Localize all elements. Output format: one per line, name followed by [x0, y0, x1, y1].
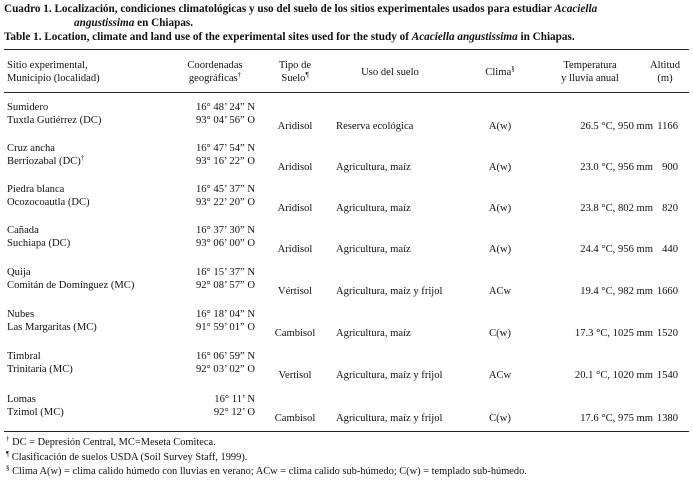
cell-temperature: 24.4 °C, 956 mm — [580, 244, 653, 255]
cell-temperature: 17.6 °C, 975 mm — [580, 413, 653, 424]
cell-altitude: 1540 — [656, 370, 678, 381]
cell-soil: Aridisol — [277, 244, 313, 255]
cell-coords: 16° 06’ 59” N 92° 03’ 02” O — [195, 351, 255, 375]
cell-climate: A(w) — [488, 203, 512, 214]
cell-coords: 16° 45’ 37” N 93° 22’ 20” O — [195, 184, 255, 208]
cell-coords: 16° 37’ 30” N 93° 06’ 00” O — [195, 225, 255, 249]
cell-site: Sumidero Tuxtla Gutiérrez (DC) — [7, 102, 102, 126]
cell-land-use: Agricultura, maíz — [336, 203, 411, 214]
cell-land-use: Agricultura, maíz y frijol — [336, 370, 443, 381]
cell-site: Timbral Trinitaria (MC) — [7, 351, 73, 375]
cell-site: Nubes Las Margaritas (MC) — [7, 309, 97, 333]
cell-land-use: Agricultura, maíz y frijol — [336, 413, 443, 424]
header-land-use: Uso del suelo — [361, 67, 419, 78]
cell-soil: Aridisol — [277, 203, 313, 214]
cell-soil: Cambisol — [274, 328, 316, 339]
footnote: † DC = Depresión Central, MC=Meseta Comiteca. — [6, 435, 216, 448]
header-site: Sitio experimental, Municipio (localidad) — [7, 60, 100, 84]
cell-coords: 16° 48’ 24” N 93° 04’ 56” O — [195, 102, 255, 126]
cell-soil: Vertisol — [278, 370, 312, 381]
cell-temperature: 19.4 °C, 982 mm — [580, 286, 653, 297]
cell-land-use: Reserva ecológica — [336, 121, 414, 132]
cell-temperature: 20.1 °C, 1020 mm — [574, 370, 653, 381]
cell-soil: Aridisol — [277, 121, 313, 132]
caption-es-line1: Cuadro 1. Localización, condiciones climatológicas y uso del suelo de los sitios experimentales usados para estudiar Acaciella — [4, 3, 598, 15]
cell-land-use: Agricultura, maíz y frijol — [336, 286, 443, 297]
cell-altitude: 820 — [662, 203, 678, 214]
cell-altitude: 440 — [662, 244, 678, 255]
header-temperature: Temperatura y lluvia anual — [561, 60, 619, 84]
header-altitude: Altitud (m) — [649, 60, 681, 84]
cell-land-use: Agricultura, maíz — [336, 328, 411, 339]
cell-temperature: 23.8 °C, 802 mm — [580, 203, 653, 214]
cell-coords: 16° 18’ 04” N 91° 59’ 01” O — [195, 309, 255, 333]
header-rule — [4, 92, 689, 93]
cell-coords: 16° 11’ N 92° 12’ O — [213, 394, 255, 418]
cell-altitude: 1520 — [656, 328, 678, 339]
cell-temperature: 26.5 °C, 950 mm — [580, 121, 653, 132]
cell-land-use: Agricultura, maíz — [336, 244, 411, 255]
header-soil: Tipo de Suelo¶ — [278, 60, 312, 84]
header-coords: Coordenadas geográficas† — [187, 60, 243, 84]
cell-altitude: 1166 — [657, 121, 678, 132]
cell-climate: ACw — [488, 370, 512, 381]
cell-climate: A(w) — [488, 162, 512, 173]
cell-site: Lomas Tzimol (MC) — [7, 394, 64, 418]
caption-es-species-part1: Acaciella — [554, 3, 598, 15]
cell-soil: Aridisol — [277, 162, 313, 173]
cell-altitude: 1660 — [656, 286, 678, 297]
cell-temperature: 23.0 °C, 956 mm — [580, 162, 653, 173]
cell-site: Quija Comitán de Domínguez (MC) — [7, 267, 135, 291]
cell-altitude: 1380 — [656, 413, 678, 424]
caption-es-line2: angustissima en Chiapas. — [74, 17, 194, 29]
cell-climate: A(w) — [488, 244, 512, 255]
cell-site: Cañada Suchiapa (DC) — [7, 225, 71, 249]
cell-climate: C(w) — [489, 413, 511, 424]
cell-site: Cruz ancha Berriozabal (DC)† — [7, 143, 85, 167]
cell-temperature: 17.3 °C, 1025 mm — [574, 328, 653, 339]
cell-site: Piedra blanca Ocozocoautla (DC) — [7, 184, 90, 208]
cell-land-use: Agricultura, maíz — [336, 162, 411, 173]
cell-climate: A(w) — [488, 121, 512, 132]
cell-coords: 16° 15’ 37” N 92° 08’ 57” O — [195, 267, 255, 291]
cell-soil: Cambisol — [274, 413, 316, 424]
cell-climate: ACw — [488, 286, 512, 297]
cell-altitude: 900 — [662, 162, 678, 173]
caption-en: Table 1. Location, climate and land use of the experimental sites used for the study of Acaciella angustissima in Chiapas. — [4, 31, 575, 43]
cell-soil: Vértisol — [277, 286, 313, 297]
bottom-rule — [4, 431, 689, 432]
footnote: § Clima A(w) = clima calido húmedo con lluvias en verano; ACw = clima calido sub-húmedo; C(w) = templado sub-húmedo. — [6, 464, 527, 477]
cell-climate: C(w) — [489, 328, 511, 339]
top-rule — [4, 49, 689, 50]
cell-coords: 16° 47’ 54” N 93° 16’ 22” O — [195, 143, 255, 167]
header-climate: Clima§ — [485, 65, 515, 78]
footnote: ¶ Clasificación de suelos USDA (Soil Survey Staff, 1999). — [6, 450, 248, 463]
